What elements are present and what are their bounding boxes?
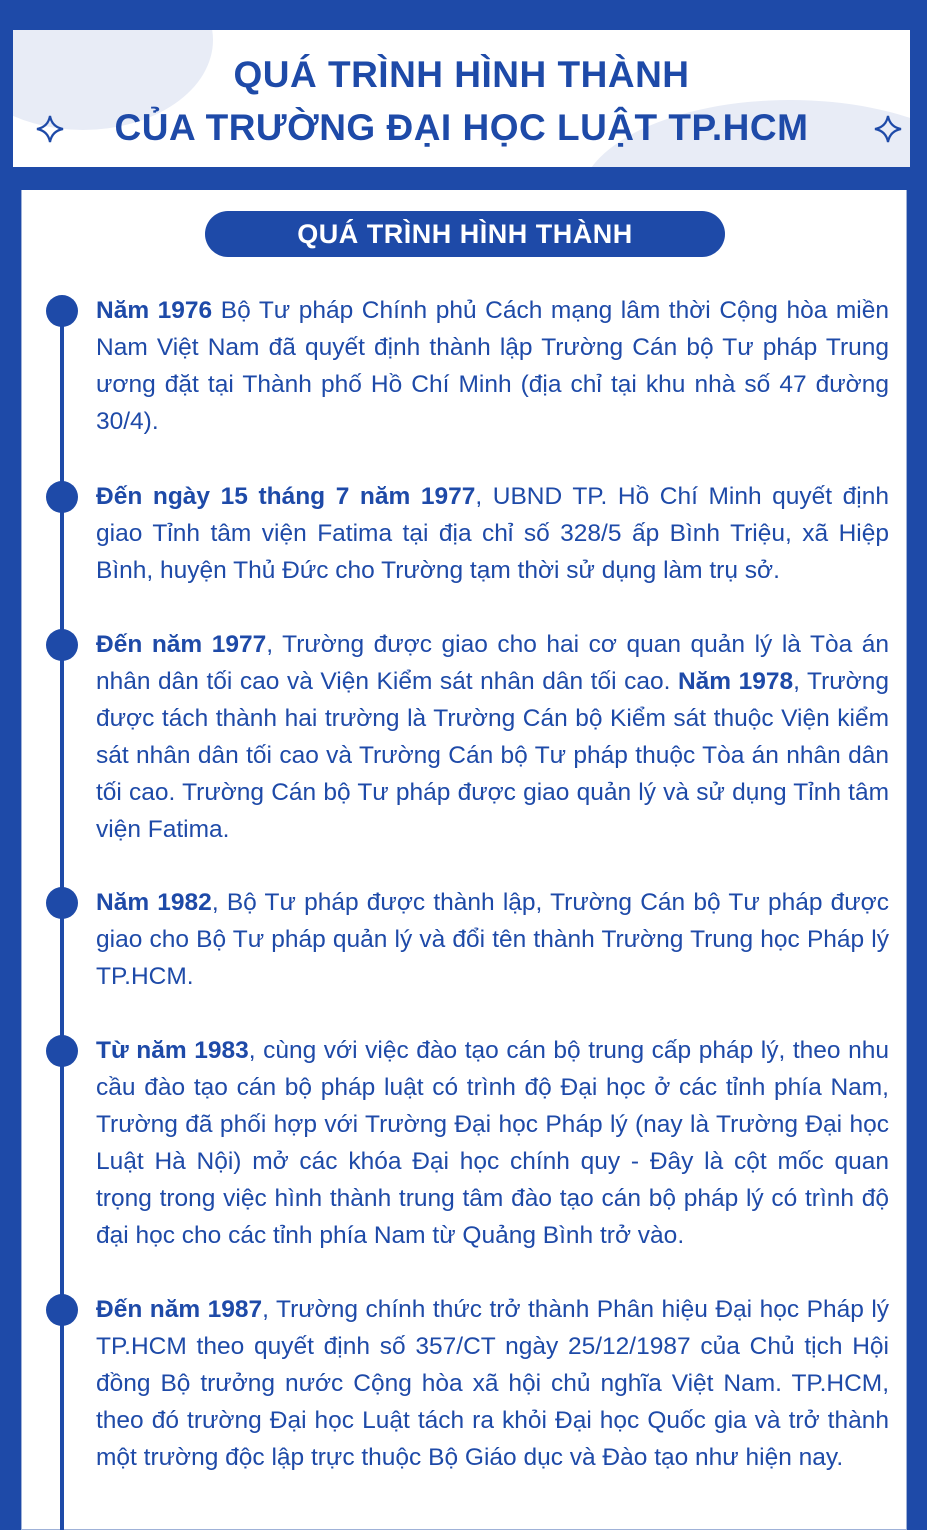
sparkle-icon xyxy=(873,114,903,144)
timeline-dot xyxy=(46,1035,78,1067)
timeline-year: Đến năm 1977 xyxy=(96,631,267,658)
section-title-pill: QUÁ TRÌNH HÌNH THÀNH xyxy=(205,211,725,257)
page-title-line2: CỦA TRƯỜNG ĐẠI HỌC LUẬT TP.HCM xyxy=(114,107,809,148)
timeline-dot xyxy=(46,295,78,327)
page-title-line1: QUÁ TRÌNH HÌNH THÀNH xyxy=(233,54,690,95)
timeline-text: Năm 1976 Bộ Tư pháp Chính phủ Cách mạng lâm thời Cộng hòa miền Nam Việt Nam đã quyết định thành lập Trường Cán bộ Tư pháp Trung ương đặt tại Thành phố Hồ Chí Minh (địa chỉ tại khu nhà số 47 đường 30/4). xyxy=(96,297,889,435)
timeline-text: Đến năm 1977, Trường được giao cho hai cơ quan quản lý là Tòa án nhân dân tối cao và Viện Kiểm sát nhân dân tối cao. Năm 1978, Trường được tách thành hai trường là Trường Cán bộ Kiểm sát thuộc Viện kiểm sát nhân dân tối cao và Trường Cán bộ Tư pháp thuộc Tòa án nhân dân tối cao. Trường Cán bộ Tư pháp được giao quản lý và sử dụng Tỉnh tâm viện Fatima. xyxy=(96,631,889,843)
timeline-text: Năm 1982, Bộ Tư pháp được thành lập, Trường Cán bộ Tư pháp được giao cho Bộ Tư pháp quản lý và đổi tên thành Trường Trung học Pháp lý TP.HCM. xyxy=(96,889,889,990)
timeline-dot xyxy=(46,629,78,661)
timeline-dot xyxy=(46,481,78,513)
timeline-text: Đến ngày 15 tháng 7 năm 1977, UBND TP. Hồ Chí Minh quyết định giao Tỉnh tâm viện Fatima tại địa chỉ số 328/5 ấp Bình Triệu, xã Hiệp Bình, huyện Thủ Đức cho Trường tạm thời sử dụng làm trụ sở. xyxy=(96,483,889,584)
timeline-year: Năm 1978 xyxy=(677,668,794,695)
timeline-year: Năm 1976 xyxy=(96,297,213,324)
content-panel xyxy=(21,190,907,1530)
timeline-text: Từ năm 1983, cùng với việc đào tạo cán bộ trung cấp pháp lý, theo nhu cầu đào tạo cán bộ pháp luật có trình độ Đại học ở các tỉnh phía Nam, Trường đã phối hợp với Trường Đại học Pháp lý (nay là Trường Đại học Luật Hà Nội) mở các khóa Đại học chính quy - Đây là cột mốc quan trọng trong việc hình thành trung tâm đào tạo cán bộ pháp lý có trình độ đại học cho các tỉnh phía Nam từ Quảng Bình trở vào. xyxy=(96,1037,889,1249)
timeline-text: Đến năm 1987, Trường chính thức trở thành Phân hiệu Đại học Pháp lý TP.HCM theo quyết định số 357/CT ngày 25/12/1987 của Chủ tịch Hội đồng Bộ trưởng nước Cộng hòa xã hội chủ nghĩa Việt Nam. TP.HCM, theo đó trường Đại học Luật tách ra khỏi Đại học Quốc gia và trở thành một trường độc lập trực thuộc Bộ Giáo dục và Đào tạo như hiện nay. xyxy=(96,1296,890,1471)
timeline-year: Năm 1982 xyxy=(96,889,212,916)
header-banner xyxy=(10,27,913,170)
sparkle-icon xyxy=(35,114,65,144)
timeline-year: Đến năm 1987 xyxy=(96,1296,263,1323)
timeline-year: Từ năm 1983 xyxy=(96,1037,249,1064)
timeline-dot xyxy=(46,887,78,919)
timeline-dot xyxy=(46,1294,78,1326)
timeline-year: Đến ngày 15 tháng 7 năm 1977 xyxy=(96,483,476,510)
